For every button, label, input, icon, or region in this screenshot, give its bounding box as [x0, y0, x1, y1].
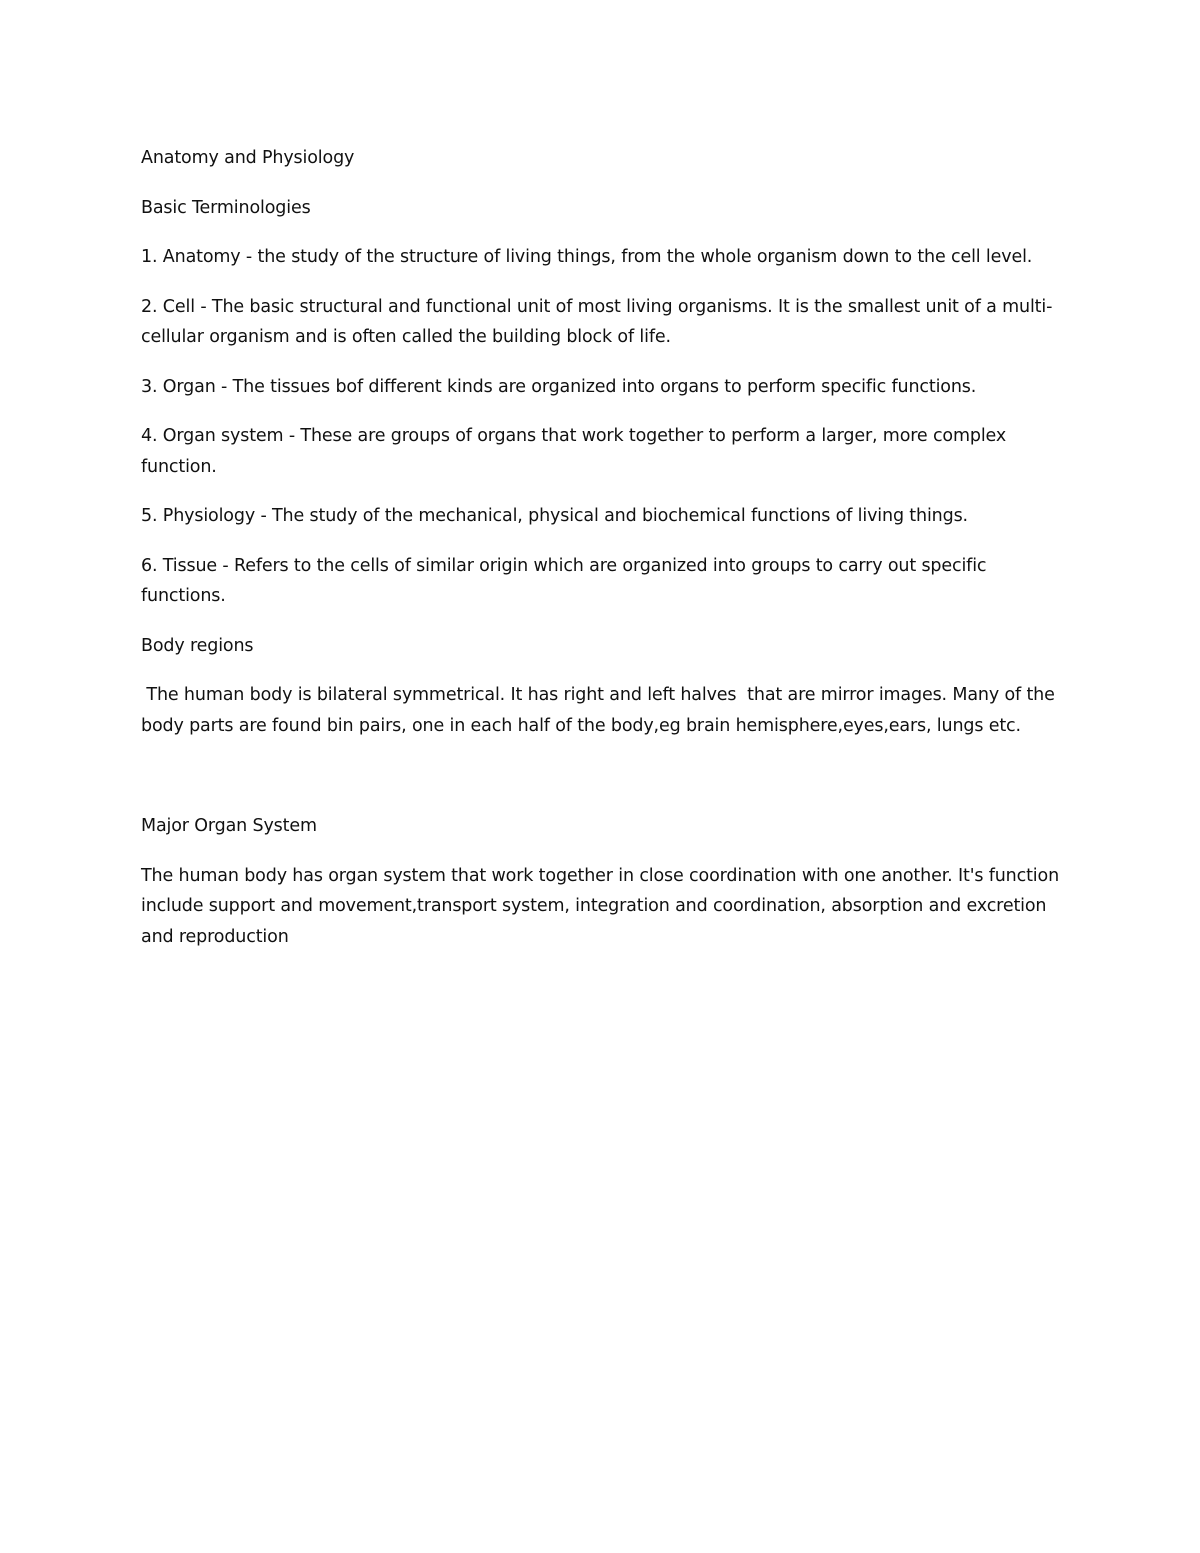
document-page	[141, 143, 1076, 971]
document-title: Anatomy and Physiology	[141, 148, 355, 168]
term-item-anatomy: 1. Anatomy - the study of the structure of living things, from the whole organism down to the cell level.	[141, 247, 1033, 267]
body-regions-paragraph: The human body is bilateral symmetrical. It has right and left halves that are mirror images. Many of the body parts are found bin pairs, one in each half of the body,eg brain hemisphere,eyes,ears, lungs etc.	[141, 685, 1061, 736]
term-item-cell: 2. Cell - The basic structural and functional unit of most living organisms. It is the smallest unit of a multi-cellular organism and is often called the building block of life.	[141, 296, 1053, 347]
section-heading-basic-terminologies: Basic Terminologies	[141, 197, 311, 218]
spacer	[141, 760, 1076, 811]
section-heading-major-organ-system: Major Organ System	[141, 816, 317, 836]
term-item-organ-system: 4. Organ system - These are groups of organs that work together to perform a larger, more complex function.	[141, 426, 1007, 477]
term-item-tissue: 6. Tissue - Refers to the cells of similar origin which are organized into groups to carry out specific functions.	[141, 555, 987, 606]
section-heading-body-regions: Body regions	[141, 635, 254, 656]
organ-system-paragraph: The human body has organ system that work together in close coordination with one another. It's function include support and movement,transport system, integration and coordination, absorption and excretion and reproduction	[141, 865, 1060, 947]
term-item-physiology: 5. Physiology - The study of the mechanical, physical and biochemical functions of living things.	[141, 506, 968, 526]
term-item-organ: 3. Organ - The tissues bof different kinds are organized into organs to perform specific functions.	[141, 376, 977, 397]
